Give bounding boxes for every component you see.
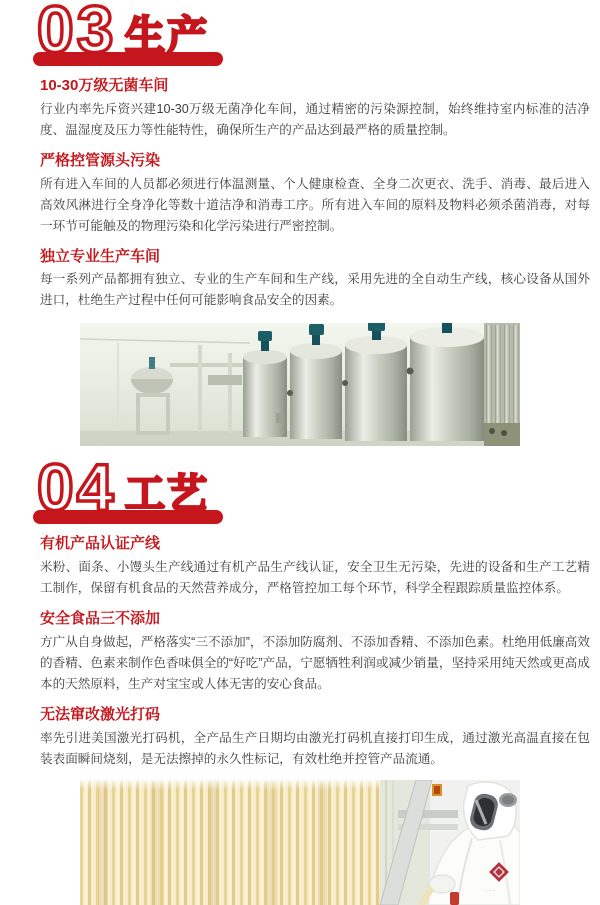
- section-04-header: [33, 450, 293, 525]
- block-heading: 有机产品认证产线: [40, 535, 161, 553]
- block-heading: 安全食品三不添加: [40, 610, 161, 628]
- block-heading: 严格控管源头污染: [40, 151, 161, 169]
- block-body: 方广从自身做起，严格落实“三不添加”，不添加防腐剂、不添加香精、不添加色素。杜绝用低廉高效的香精、色素来制作色香味俱全的“好吃”产品，宁愿牺牲利润或减少销量，坚持采用纯天然或更高成本的天然原料，生产对宝宝或人体无害的安心食品。: [40, 635, 590, 692]
- section-03-header: [33, 0, 293, 66]
- block-body: 米粉、面条、小馒头生产线通过有机产品生产线认证，安全卫生无污染，先进的设备和生产工艺精工制作，保留有机食品的天然营养成分，严格管控加工每个环节，科学全程跟踪质量监控体系。: [40, 560, 590, 596]
- section-04-title: 工艺: [125, 472, 209, 517]
- svg-text:· · · · ·: · · · · ·: [484, 887, 496, 893]
- block-body: 所有进入车间的人员都必须进行体温测量、个人健康检查、全身二次更衣、洗手、消毒、最后进入高效风淋进行全身净化等数十道洁净和消毒工序。所有进入车间的原料及物料必须杀菌消毒，对每一环节可能触及的物理污染和化学污染进行严密控制。: [40, 176, 590, 233]
- block-body: 行业内率先斥资兴建10-30万级无菌净化车间，通过精密的污染源控制，始终维持室内标准的洁净度、温湿度及压力等性能特性，确保所生产的产品达到最严格的质量控制。: [40, 101, 590, 137]
- noodle-production-photo: [80, 780, 520, 905]
- noodle-photo-illustration: [80, 780, 520, 905]
- factory-photo-illustration: [80, 323, 520, 446]
- section-03-title: 生产: [125, 14, 209, 58]
- section-03-content: [0, 77, 600, 311]
- section-04-number: 04: [37, 450, 117, 525]
- block-heading: 10-30万级无菌车间: [40, 77, 169, 94]
- block-body: 率先引进美国激光打码机，全产品生产日期均由激光打码机直接打印生成，通过激光高温直接在包装表面瞬间烧刻，是无法擦掉的永久性标记，有效杜绝并控管产品流通。: [40, 730, 590, 766]
- block-body: 每一系列产品都拥有独立、专业的生产车间和生产线，采用先进的全自动生产线，核心设备从国外进口，杜绝生产过程中任何可能影响食品安全的因素。: [40, 272, 590, 308]
- section-04-content: [0, 535, 600, 769]
- block-heading: 独立专业生产车间: [40, 247, 161, 265]
- block-heading: 无法窜改激光打码: [40, 706, 161, 724]
- section-03-number: 03: [37, 0, 117, 66]
- factory-photo: [80, 323, 520, 446]
